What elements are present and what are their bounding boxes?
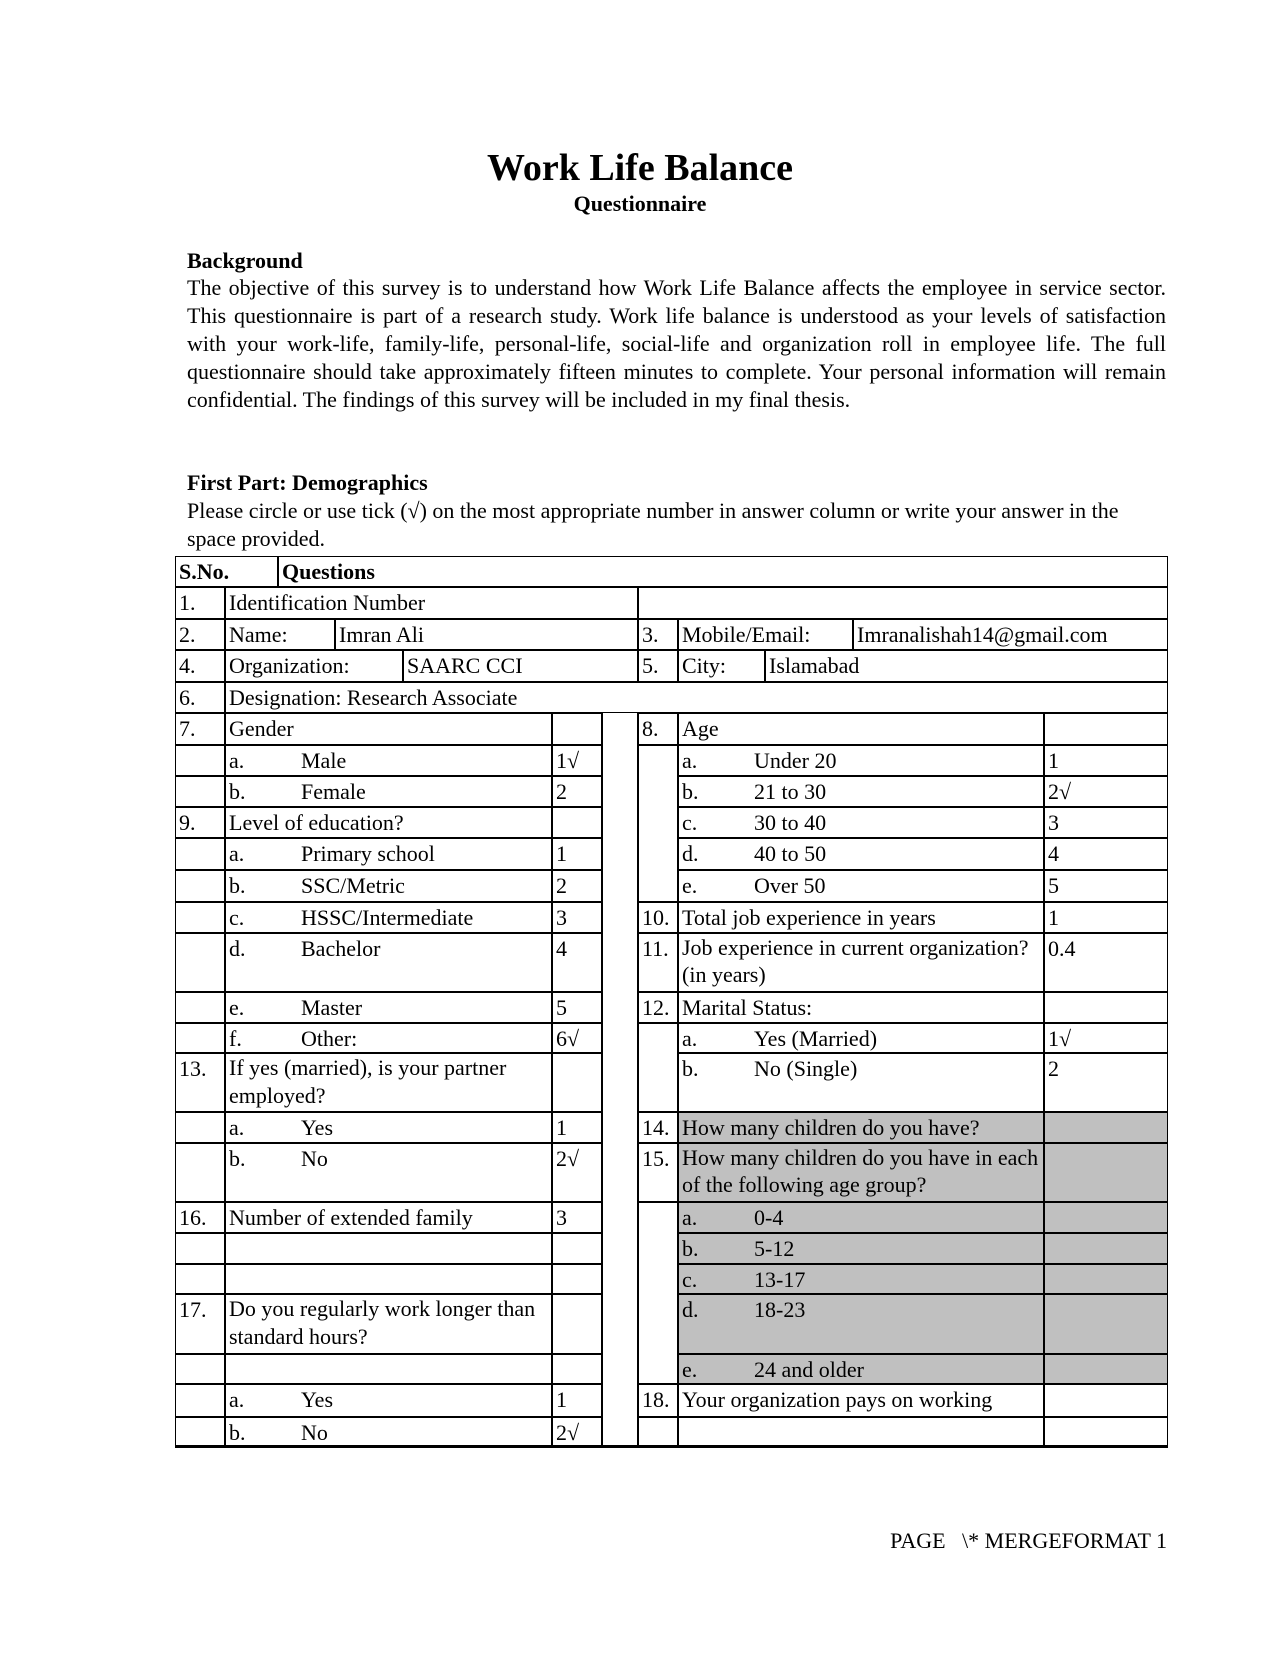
option-text: 40 to 50	[754, 841, 827, 866]
q9-label: Level of education?	[225, 807, 552, 838]
option-letter: a.	[682, 1026, 698, 1051]
q7-option-b-code[interactable]: 2	[552, 776, 602, 807]
empty-cell	[552, 1233, 602, 1264]
empty-number-cell	[175, 745, 225, 776]
empty-number-cell	[175, 776, 225, 807]
q6-label: Designation: Research Associate	[225, 682, 1168, 713]
empty-cell	[225, 1264, 552, 1294]
q14-answer-field[interactable]	[1044, 1112, 1168, 1143]
q7-number: 7.	[175, 713, 225, 745]
q4-answer-field[interactable]: SAARC CCI	[403, 650, 638, 682]
option-letter: a.	[229, 1115, 245, 1140]
empty-number-cell	[175, 1112, 225, 1143]
q18-label: Your organization pays on working	[678, 1384, 1044, 1417]
q12-option-b-code[interactable]: 2	[1044, 1053, 1168, 1112]
empty-number-cell	[638, 1202, 678, 1384]
q15-option-e-answer[interactable]	[1044, 1354, 1168, 1384]
q17-option-a-code[interactable]: 1	[552, 1384, 602, 1417]
option-text: Bachelor	[301, 936, 381, 961]
q8-label: Age	[678, 713, 1044, 745]
q12-number: 12.	[638, 992, 678, 1023]
q9-option-c-code[interactable]: 3	[552, 902, 602, 933]
option-letter: a.	[229, 841, 245, 866]
q17-code-cell	[552, 1294, 602, 1354]
q18-answer-field[interactable]	[1044, 1384, 1168, 1417]
option-text: Yes	[301, 1115, 334, 1140]
q17-option-b[interactable]	[225, 1417, 552, 1447]
page-footer: PAGE \* MERGEFORMAT 1	[890, 1528, 1167, 1553]
empty-cell	[552, 1354, 602, 1384]
q1-answer-field[interactable]	[638, 587, 1168, 619]
option-letter: b.	[229, 1146, 246, 1171]
option-letter: d.	[682, 841, 699, 866]
q11-label: Job experience in current organization? (in years)	[678, 933, 1044, 992]
q5-label: City:	[678, 650, 765, 682]
q12-code-cell	[1044, 992, 1168, 1023]
q7-option-b[interactable]	[225, 776, 552, 807]
q13-code-cell	[552, 1053, 602, 1112]
option-text: 30 to 40	[754, 810, 827, 835]
q4-number: 4.	[175, 650, 225, 682]
q16-number: 16.	[175, 1202, 225, 1233]
option-letter: a.	[682, 748, 698, 773]
header-sno: S.No.	[175, 556, 278, 587]
q18-number: 18.	[638, 1384, 678, 1417]
q13-option-a[interactable]	[225, 1112, 552, 1143]
option-text: No	[301, 1420, 328, 1445]
option-letter: b.	[229, 1420, 246, 1445]
q15-number: 15.	[638, 1143, 678, 1202]
option-text: 21 to 30	[754, 779, 827, 804]
empty-cell	[678, 1417, 1044, 1447]
q13-option-b[interactable]	[225, 1143, 552, 1202]
option-letter: f.	[229, 1026, 242, 1051]
option-letter: d.	[229, 936, 246, 961]
q9-option-f[interactable]	[225, 1023, 552, 1053]
q11-number: 11.	[638, 933, 678, 992]
q13-option-b-code[interactable]: 2√	[552, 1143, 602, 1202]
q15-option-e	[678, 1354, 1044, 1384]
option-letter: b.	[229, 873, 246, 898]
q13-option-a-code[interactable]: 1	[552, 1112, 602, 1143]
q15-option-c-answer[interactable]	[1044, 1264, 1168, 1294]
q15-label: How many children do you have in each of the following age group?	[678, 1143, 1044, 1202]
q8-option-e-code[interactable]: 5	[1044, 870, 1168, 902]
option-letter: b.	[682, 1236, 699, 1261]
option-text: 5-12	[754, 1236, 795, 1261]
q2-number: 2.	[175, 619, 225, 650]
q10-label: Total job experience in years	[678, 902, 1044, 933]
demographics-table	[175, 556, 1168, 1478]
option-text: 18-23	[754, 1297, 806, 1322]
empty-number-cell	[175, 838, 225, 870]
empty-number-cell	[175, 933, 225, 992]
q9-option-a[interactable]	[225, 838, 552, 870]
empty-number-cell	[175, 1143, 225, 1202]
q15-answer-field[interactable]	[1044, 1143, 1168, 1202]
q12-option-a[interactable]	[678, 1023, 1044, 1053]
q15-option-a	[678, 1202, 1044, 1233]
q2-label: Name:	[225, 619, 335, 650]
background-heading: Background	[187, 248, 303, 273]
empty-number-cell	[175, 870, 225, 902]
q9-code-cell	[552, 807, 602, 838]
q7-label: Gender	[225, 713, 552, 745]
q8-option-b[interactable]	[678, 776, 1044, 807]
q17-label: Do you regularly work longer than standard hours?	[225, 1294, 552, 1354]
document-title: Work Life Balance	[486, 147, 794, 189]
empty-number-cell	[175, 1384, 225, 1417]
q16-label: Number of extended family	[225, 1202, 552, 1233]
option-text: Over 50	[754, 873, 826, 898]
q9-option-c[interactable]	[225, 902, 552, 933]
q15-option-c	[678, 1264, 1044, 1294]
table-bottom-rule	[175, 1445, 1168, 1448]
q14-number: 14.	[638, 1112, 678, 1143]
q15-option-b	[678, 1233, 1044, 1264]
spacer-column	[602, 713, 638, 1447]
option-text: Other:	[301, 1026, 358, 1051]
empty-cell	[175, 1264, 225, 1294]
q9-option-e[interactable]	[225, 992, 552, 1023]
q8-option-c[interactable]	[678, 807, 1044, 838]
q14-label: How many children do you have?	[678, 1112, 1044, 1143]
empty-cell	[175, 1233, 225, 1264]
q9-option-b[interactable]	[225, 870, 552, 902]
q1-label: Identification Number	[225, 587, 638, 619]
q9-number: 9.	[175, 807, 225, 838]
empty-number-cell	[175, 992, 225, 1023]
q8-code-cell	[1044, 713, 1168, 745]
q3-answer-field[interactable]: Imranalishah14@gmail.com	[853, 619, 1168, 650]
q5-number: 5.	[638, 650, 678, 682]
q9-option-e-code[interactable]: 5	[552, 992, 602, 1023]
option-text: No (Single)	[754, 1056, 858, 1081]
option-letter: e.	[682, 873, 698, 898]
empty-cell	[175, 1354, 225, 1384]
q17-number: 17.	[175, 1294, 225, 1354]
q13-label: If yes (married), is your partner employed?	[225, 1053, 552, 1112]
q3-number: 3.	[638, 619, 678, 650]
q4-label: Organization:	[225, 650, 403, 682]
empty-number-cell	[175, 1417, 225, 1447]
option-text: SSC/Metric	[301, 873, 405, 898]
q5-answer-field[interactable]: Islamabad	[765, 650, 1168, 682]
empty-cell	[638, 1417, 678, 1447]
q17-option-b-code[interactable]: 2√	[552, 1417, 602, 1447]
q8-number: 8.	[638, 713, 678, 745]
background-paragraph: The objective of this survey is to understand how Work Life Balance affects the employee in service sector. This questionnaire is part of a research study. Work life balance is understood as your levels of satisfaction with your work-life, family-life, personal-life, social-life and organization roll in employee life. The full questionnaire should take approximately fifteen minutes to complete. Your personal information will remain confidential. The findings of this survey will be included in my final thesis.	[187, 275, 1166, 412]
q7-option-a[interactable]	[225, 745, 552, 776]
q17-option-a[interactable]	[225, 1384, 552, 1417]
q15-option-b-answer[interactable]	[1044, 1233, 1168, 1264]
option-letter: a.	[682, 1205, 698, 1230]
q8-option-b-code[interactable]: 2√	[1044, 776, 1168, 807]
first-part-heading: First Part: Demographics	[187, 470, 428, 495]
option-text: 24 and older	[754, 1357, 864, 1382]
q3-label: Mobile/Email:	[678, 619, 853, 650]
q9-option-d[interactable]	[225, 933, 552, 992]
option-letter: c.	[229, 905, 245, 930]
option-letter: e.	[229, 995, 245, 1020]
q6-number: 6.	[175, 682, 225, 713]
q12-option-a-code[interactable]: 1√	[1044, 1023, 1168, 1053]
option-text: 13-17	[754, 1267, 806, 1292]
empty-cell	[225, 1354, 552, 1384]
option-text: Under 20	[754, 748, 837, 773]
empty-number-cell	[638, 745, 678, 902]
q16-answer-field[interactable]: 3	[552, 1202, 602, 1233]
q10-number: 10.	[638, 902, 678, 933]
document-subtitle: Questionnaire	[573, 191, 707, 216]
q9-option-f-code[interactable]: 6√	[552, 1023, 602, 1053]
option-text: Primary school	[301, 841, 435, 866]
q7-option-a-code[interactable]: 1√	[552, 745, 602, 776]
option-text: No	[301, 1146, 328, 1171]
q12-label: Marital Status:	[678, 992, 1044, 1023]
option-letter: d.	[682, 1297, 699, 1322]
first-part-instructions: Please circle or use tick (√) on the most appropriate number in answer column or write your answer in the space provided.	[187, 498, 1119, 551]
option-letter: b.	[682, 1056, 699, 1081]
option-letter: c.	[682, 810, 698, 835]
q8-option-c-code[interactable]: 3	[1044, 807, 1168, 838]
q9-option-a-code[interactable]: 1	[552, 838, 602, 870]
option-letter: b.	[682, 779, 699, 804]
q8-option-d-code[interactable]: 4	[1044, 838, 1168, 870]
q9-option-b-code[interactable]: 2	[552, 870, 602, 902]
option-letter: b.	[229, 779, 246, 804]
header-questions: Questions	[278, 556, 1168, 587]
option-text: Yes (Married)	[754, 1026, 878, 1051]
empty-cell	[225, 1233, 552, 1264]
empty-number-cell	[638, 1023, 678, 1112]
q8-option-a[interactable]	[678, 745, 1044, 776]
option-text: Yes	[301, 1387, 334, 1412]
q13-number: 13.	[175, 1053, 225, 1112]
empty-cell	[1044, 1417, 1168, 1447]
q15-option-d-answer[interactable]	[1044, 1294, 1168, 1354]
q8-option-d[interactable]	[678, 838, 1044, 870]
option-letter: c.	[682, 1267, 698, 1292]
q10-answer-field[interactable]: 1	[1044, 902, 1168, 933]
q15-option-a-answer[interactable]	[1044, 1202, 1168, 1233]
q9-option-d-code[interactable]: 4	[552, 933, 602, 992]
option-text: Female	[301, 779, 366, 804]
q11-answer-field[interactable]: 0.4	[1044, 933, 1168, 992]
q15-option-d	[678, 1294, 1044, 1354]
option-text: Male	[301, 748, 347, 773]
empty-number-cell	[175, 1023, 225, 1053]
empty-number-cell	[175, 902, 225, 933]
q7-code-cell	[552, 713, 602, 745]
empty-cell	[552, 1264, 602, 1294]
q2-answer-field[interactable]: Imran Ali	[335, 619, 638, 650]
option-text: Master	[301, 995, 363, 1020]
q12-option-b[interactable]	[678, 1053, 1044, 1112]
q1-number: 1.	[175, 587, 225, 619]
option-text: HSSC/Intermediate	[301, 905, 474, 930]
option-letter: a.	[229, 748, 245, 773]
option-letter: e.	[682, 1357, 698, 1382]
q8-option-e[interactable]	[678, 870, 1044, 902]
option-letter: a.	[229, 1387, 245, 1412]
option-text: 0-4	[754, 1205, 784, 1230]
q8-option-a-code[interactable]: 1	[1044, 745, 1168, 776]
